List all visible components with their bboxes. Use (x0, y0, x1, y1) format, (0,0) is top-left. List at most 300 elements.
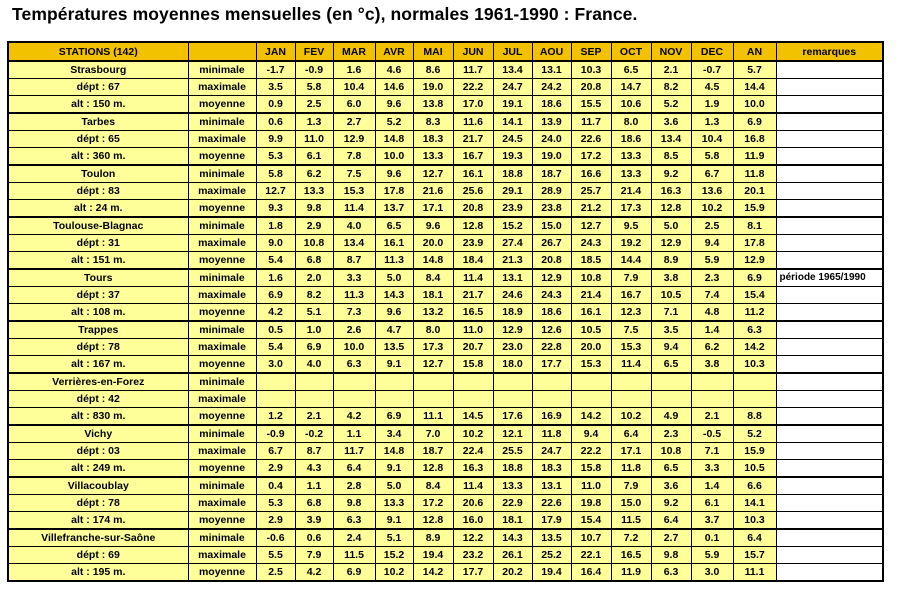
month-value: 11.3 (333, 287, 375, 304)
month-value: 6.9 (256, 287, 295, 304)
month-value: 17.3 (611, 200, 651, 218)
month-value: 2.8 (333, 477, 375, 495)
month-value: 18.1 (493, 512, 532, 530)
month-value: 24.5 (493, 131, 532, 148)
row-type-label: moyenne (188, 564, 256, 582)
month-value: 17.0 (453, 96, 493, 114)
month-value: 12.8 (453, 217, 493, 235)
annual-value: 8.8 (733, 408, 776, 426)
table-row (8, 131, 883, 148)
header-month: AVR (375, 42, 413, 61)
row-type-label: minimale (188, 113, 256, 131)
month-value: 11.4 (333, 200, 375, 218)
month-value: 3.6 (651, 477, 691, 495)
month-value: 2.0 (295, 269, 333, 287)
month-value: 10.2 (375, 564, 413, 582)
month-value: 18.8 (493, 460, 532, 478)
month-value: 17.7 (453, 564, 493, 582)
station-group (8, 477, 883, 529)
header-month: MAR (333, 42, 375, 61)
header-month: FEV (295, 42, 333, 61)
month-value: 11.7 (333, 443, 375, 460)
month-value (295, 391, 333, 408)
table-row (8, 217, 883, 235)
table-row (8, 79, 883, 96)
month-value: 1.8 (256, 217, 295, 235)
month-value: 21.7 (453, 131, 493, 148)
month-value: 20.0 (413, 235, 453, 252)
annual-value: 8.1 (733, 217, 776, 235)
month-value: 12.8 (651, 200, 691, 218)
month-value: 11.0 (453, 321, 493, 339)
month-value: 6.3 (651, 564, 691, 582)
month-value: 16.7 (453, 148, 493, 166)
month-value: 3.5 (651, 321, 691, 339)
table-row (8, 321, 883, 339)
row-type-label: minimale (188, 321, 256, 339)
month-value: 5.9 (691, 252, 733, 270)
month-value: 23.9 (453, 235, 493, 252)
month-value: 5.4 (256, 339, 295, 356)
month-value: 20.8 (532, 252, 571, 270)
table-row (8, 200, 883, 218)
month-value: 12.9 (651, 235, 691, 252)
month-value: 12.8 (413, 512, 453, 530)
month-value: 6.3 (333, 356, 375, 374)
header-month: JUN (453, 42, 493, 61)
month-value: 13.4 (333, 235, 375, 252)
month-value: 16.1 (571, 304, 611, 322)
month-value: 3.6 (651, 113, 691, 131)
month-value: 7.9 (611, 477, 651, 495)
row-type-label: minimale (188, 529, 256, 547)
annual-value: 15.4 (733, 287, 776, 304)
remark-cell (776, 564, 883, 582)
month-value: 0.6 (256, 113, 295, 131)
station-alt: alt : 830 m. (8, 408, 188, 426)
month-value: 11.5 (611, 512, 651, 530)
annual-value: 14.1 (733, 495, 776, 512)
month-value: 5.1 (295, 304, 333, 322)
month-value: 4.2 (256, 304, 295, 322)
month-value: 15.2 (375, 547, 413, 564)
month-value: 12.2 (453, 529, 493, 547)
table-row (8, 408, 883, 426)
month-value: 9.6 (375, 96, 413, 114)
annual-value: 5.7 (733, 61, 776, 79)
station-alt: alt : 360 m. (8, 148, 188, 166)
month-value: 10.2 (611, 408, 651, 426)
month-value (333, 373, 375, 391)
header-month: AN (733, 42, 776, 61)
month-value: 27.4 (493, 235, 532, 252)
month-value: 11.0 (295, 131, 333, 148)
month-value: 4.2 (333, 408, 375, 426)
header-remarks: remarques (776, 42, 883, 61)
remark-cell (776, 235, 883, 252)
month-value (493, 391, 532, 408)
month-value: 4.2 (295, 564, 333, 582)
month-value: 21.4 (611, 183, 651, 200)
annual-value: 11.1 (733, 564, 776, 582)
month-value: 15.0 (532, 217, 571, 235)
month-value: 20.0 (571, 339, 611, 356)
month-value: 25.7 (571, 183, 611, 200)
table-row (8, 391, 883, 408)
month-value: 6.7 (691, 165, 733, 183)
annual-value: 5.2 (733, 425, 776, 443)
month-value: 4.0 (295, 356, 333, 374)
row-type-label: maximale (188, 131, 256, 148)
station-alt: alt : 150 m. (8, 96, 188, 114)
month-value: 12.9 (333, 131, 375, 148)
month-value: 7.9 (295, 547, 333, 564)
month-value: 3.3 (333, 269, 375, 287)
station-alt: alt : 24 m. (8, 200, 188, 218)
month-value: 15.2 (493, 217, 532, 235)
row-type-label: maximale (188, 547, 256, 564)
month-value: 22.2 (571, 443, 611, 460)
month-value: 13.3 (413, 148, 453, 166)
table-row (8, 287, 883, 304)
month-value: 15.3 (333, 183, 375, 200)
month-value: 15.3 (611, 339, 651, 356)
month-value (256, 391, 295, 408)
month-value: 2.9 (295, 217, 333, 235)
month-value: 15.5 (571, 96, 611, 114)
month-value: 7.5 (611, 321, 651, 339)
month-value: 18.4 (453, 252, 493, 270)
month-value: 9.4 (691, 235, 733, 252)
station-group (8, 321, 883, 373)
month-value (532, 391, 571, 408)
month-value: 18.3 (413, 131, 453, 148)
month-value: 6.5 (651, 460, 691, 478)
month-value: 11.8 (532, 425, 571, 443)
station-alt: alt : 108 m. (8, 304, 188, 322)
month-value: 15.8 (453, 356, 493, 374)
remark-cell (776, 183, 883, 200)
station-alt: alt : 195 m. (8, 564, 188, 582)
annual-value: 6.6 (733, 477, 776, 495)
month-value: 19.4 (532, 564, 571, 582)
month-value (691, 373, 733, 391)
row-type-label: moyenne (188, 460, 256, 478)
month-value: 6.9 (333, 564, 375, 582)
month-value: 10.4 (691, 131, 733, 148)
month-value: 3.8 (651, 269, 691, 287)
row-type-label: maximale (188, 391, 256, 408)
month-value: 4.3 (295, 460, 333, 478)
month-value: 4.9 (651, 408, 691, 426)
month-value: 2.6 (333, 321, 375, 339)
month-value: 7.8 (333, 148, 375, 166)
month-value: 7.2 (611, 529, 651, 547)
month-value: 5.5 (256, 547, 295, 564)
table-row (8, 165, 883, 183)
table-row (8, 183, 883, 200)
station-name: Villefranche-sur-Saône (8, 529, 188, 547)
month-value: 11.6 (453, 113, 493, 131)
annual-value: 6.9 (733, 113, 776, 131)
row-type-label: moyenne (188, 356, 256, 374)
month-value: 6.1 (295, 148, 333, 166)
month-value: 12.9 (532, 269, 571, 287)
month-value: 9.6 (375, 165, 413, 183)
month-value: 10.8 (571, 269, 611, 287)
month-value: 7.1 (691, 443, 733, 460)
month-value: 16.5 (453, 304, 493, 322)
month-value: 1.3 (691, 113, 733, 131)
month-value: 10.2 (691, 200, 733, 218)
month-value: 2.1 (295, 408, 333, 426)
month-value: 24.7 (532, 443, 571, 460)
station-alt: alt : 167 m. (8, 356, 188, 374)
month-value: 7.5 (333, 165, 375, 183)
month-value: 8.0 (413, 321, 453, 339)
station-name: Toulon (8, 165, 188, 183)
station-group (8, 269, 883, 321)
month-value: 24.3 (571, 235, 611, 252)
month-value: 2.5 (295, 96, 333, 114)
month-value: 12.1 (493, 425, 532, 443)
month-value (651, 373, 691, 391)
station-group (8, 425, 883, 477)
month-value: 1.0 (295, 321, 333, 339)
remark-cell (776, 460, 883, 478)
row-type-label: moyenne (188, 96, 256, 114)
month-value: 22.2 (453, 79, 493, 96)
table-row (8, 547, 883, 564)
month-value: 14.3 (493, 529, 532, 547)
month-value: 3.0 (691, 564, 733, 582)
month-value: 11.1 (413, 408, 453, 426)
month-value: 0.1 (691, 529, 733, 547)
annual-value: 11.9 (733, 148, 776, 166)
station-dept: dépt : 65 (8, 131, 188, 148)
month-value: 4.7 (375, 321, 413, 339)
month-value: 6.9 (375, 408, 413, 426)
table-row (8, 269, 883, 287)
month-value: 3.4 (375, 425, 413, 443)
row-type-label: moyenne (188, 512, 256, 530)
month-value: 11.3 (375, 252, 413, 270)
month-value (256, 373, 295, 391)
month-value: 3.0 (256, 356, 295, 374)
month-value: 9.6 (413, 217, 453, 235)
month-value: 6.8 (295, 252, 333, 270)
month-value: 20.7 (453, 339, 493, 356)
month-value (333, 391, 375, 408)
month-value (453, 391, 493, 408)
month-value: 11.9 (611, 564, 651, 582)
annual-value: 14.2 (733, 339, 776, 356)
station-name: Trappes (8, 321, 188, 339)
remark-cell (776, 252, 883, 270)
month-value (571, 391, 611, 408)
month-value: 1.4 (691, 477, 733, 495)
month-value: 19.0 (413, 79, 453, 96)
month-value: 19.3 (493, 148, 532, 166)
remark-cell (776, 408, 883, 426)
month-value: 1.2 (256, 408, 295, 426)
annual-value: 10.3 (733, 512, 776, 530)
month-value: 29.1 (493, 183, 532, 200)
row-type-label: minimale (188, 425, 256, 443)
month-value: 5.9 (691, 547, 733, 564)
month-value: 17.3 (413, 339, 453, 356)
row-type-label: maximale (188, 235, 256, 252)
month-value: 26.1 (493, 547, 532, 564)
month-value: 22.4 (453, 443, 493, 460)
month-value: 13.5 (532, 529, 571, 547)
month-value: 3.5 (256, 79, 295, 96)
month-value: 3.3 (691, 460, 733, 478)
month-value: 24.6 (493, 287, 532, 304)
annual-value: 20.1 (733, 183, 776, 200)
month-value: 23.9 (493, 200, 532, 218)
remark-cell (776, 61, 883, 79)
table-row (8, 373, 883, 391)
station-group (8, 113, 883, 165)
month-value: 4.8 (691, 304, 733, 322)
header-month: SEP (571, 42, 611, 61)
header-month: AOU (532, 42, 571, 61)
month-value: 13.7 (375, 200, 413, 218)
month-value: 17.9 (532, 512, 571, 530)
month-value: 6.4 (611, 425, 651, 443)
month-value: 23.0 (493, 339, 532, 356)
table-row (8, 96, 883, 114)
month-value: 5.0 (375, 477, 413, 495)
table-row (8, 61, 883, 79)
month-value: 7.1 (651, 304, 691, 322)
month-value: 15.0 (611, 495, 651, 512)
table-row (8, 425, 883, 443)
row-type-label: minimale (188, 217, 256, 235)
remark-cell: période 1965/1990 (776, 269, 883, 287)
table-row (8, 304, 883, 322)
table-row (8, 477, 883, 495)
remark-cell (776, 113, 883, 131)
month-value: 14.3 (375, 287, 413, 304)
month-value: 15.4 (571, 512, 611, 530)
station-dept: dépt : 37 (8, 287, 188, 304)
month-value: 6.3 (333, 512, 375, 530)
month-value: 8.2 (295, 287, 333, 304)
row-type-label: minimale (188, 477, 256, 495)
remark-cell (776, 148, 883, 166)
table-row (8, 495, 883, 512)
station-name: Toulouse-Blagnac (8, 217, 188, 235)
month-value: 14.1 (493, 113, 532, 131)
month-value: 23.2 (453, 547, 493, 564)
page-title: Températures moyennes mensuelles (en °c), normales 1961-1990 : France. (12, 4, 638, 24)
header-month: DEC (691, 42, 733, 61)
month-value: 18.0 (493, 356, 532, 374)
month-value: 14.5 (453, 408, 493, 426)
month-value: 13.3 (295, 183, 333, 200)
month-value: 8.0 (611, 113, 651, 131)
month-value: 9.4 (651, 339, 691, 356)
month-value: 0.6 (295, 529, 333, 547)
station-group (8, 165, 883, 217)
month-value (691, 391, 733, 408)
header-stations: STATIONS (142) (8, 42, 188, 61)
month-value: 28.9 (532, 183, 571, 200)
row-type-label: moyenne (188, 200, 256, 218)
month-value: 2.3 (691, 269, 733, 287)
temperature-table (7, 41, 884, 582)
month-value: 9.6 (375, 304, 413, 322)
remark-cell (776, 547, 883, 564)
month-value: 6.2 (295, 165, 333, 183)
month-value: 17.1 (611, 443, 651, 460)
remark-cell (776, 356, 883, 374)
station-group (8, 373, 883, 425)
month-value: 13.8 (413, 96, 453, 114)
month-value: 16.4 (571, 564, 611, 582)
month-value: 0.5 (256, 321, 295, 339)
month-value: 14.6 (375, 79, 413, 96)
month-value: 11.8 (611, 460, 651, 478)
month-value: 19.8 (571, 495, 611, 512)
month-value: 5.4 (256, 252, 295, 270)
month-value: 13.1 (532, 61, 571, 79)
month-value: 9.3 (256, 200, 295, 218)
header-month: OCT (611, 42, 651, 61)
remark-cell (776, 373, 883, 391)
month-value: 18.6 (611, 131, 651, 148)
month-value: 5.8 (256, 165, 295, 183)
header-type (188, 42, 256, 61)
month-value: 10.8 (295, 235, 333, 252)
month-value: 10.0 (375, 148, 413, 166)
row-type-label: moyenne (188, 408, 256, 426)
month-value: 24.7 (493, 79, 532, 96)
month-value: 8.9 (413, 529, 453, 547)
month-value: 1.6 (256, 269, 295, 287)
annual-value: 15.9 (733, 443, 776, 460)
month-value: 16.3 (651, 183, 691, 200)
month-value: 12.7 (256, 183, 295, 200)
month-value: 14.2 (413, 564, 453, 582)
month-value (295, 373, 333, 391)
month-value: 2.7 (333, 113, 375, 131)
month-value: 16.3 (453, 460, 493, 478)
month-value: 18.7 (413, 443, 453, 460)
remark-cell (776, 425, 883, 443)
month-value: 9.2 (651, 495, 691, 512)
month-value: 17.2 (413, 495, 453, 512)
month-value: 9.1 (375, 512, 413, 530)
month-value: 14.2 (571, 408, 611, 426)
month-value: 11.4 (611, 356, 651, 374)
month-value: 10.8 (651, 443, 691, 460)
station-name: Tarbes (8, 113, 188, 131)
month-value: 18.8 (493, 165, 532, 183)
month-value (611, 373, 651, 391)
station-name: Strasbourg (8, 61, 188, 79)
month-value: 24.2 (532, 79, 571, 96)
month-value: 12.6 (532, 321, 571, 339)
annual-value: 17.8 (733, 235, 776, 252)
month-value (571, 373, 611, 391)
month-value: 6.7 (256, 443, 295, 460)
remark-cell (776, 304, 883, 322)
month-value: 16.0 (453, 512, 493, 530)
month-value: 13.9 (532, 113, 571, 131)
